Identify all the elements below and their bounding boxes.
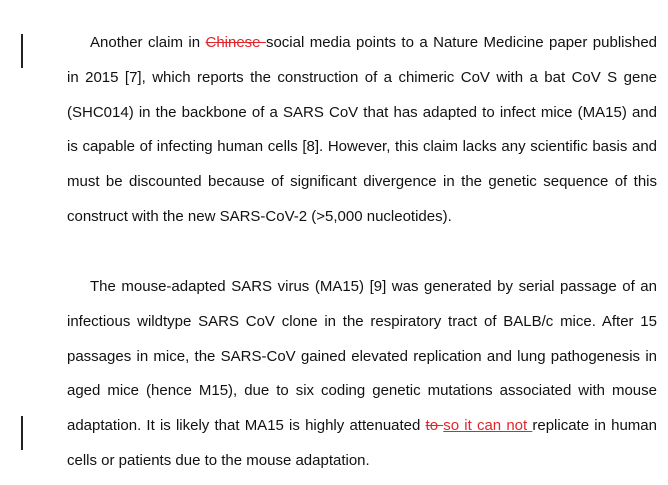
paragraph-2[interactable] [67,270,657,479]
paragraph-1[interactable] [67,26,657,235]
paragraph-1-text-start: Another claim in [90,34,206,51]
change-bar-paragraph-1 [21,34,23,68]
tracked-deletion-chinese[interactable]: Chinese [205,34,266,51]
paragraph-1-text-rest: social media points to a Nature Medicine paper published in 2015 [7], which reports the construction of a chimeric CoV with a bat CoV S gene (SHC014) in the backbone of a SARS CoV that has adapted to infect mice (MA15) and is capable of infecting human cells [8]. However, this claim lacks any scientific basis and must be discounted because of significant divergence in the genetic sequence of this construct with the new SARS-CoV-2 (>5,000 nucleotides). [67,34,658,225]
paragraph-2-text-end: replicate in human cells or patients due to the mouse adaptation. [67,417,657,469]
tracked-insertion-so-it-can-not[interactable]: so it can not [443,417,533,435]
paragraph-2-text-start: The mouse-adapted SARS virus (MA15) [9] was generated by serial passage of an infectious wildtype SARS CoV clone in the respiratory tract of BALB/c mice. After 15 passages in mice, the SARS-CoV gained elevated replication and lung pathogenesis in aged mice (hence M15), due to six coding genetic mutations associated with mouse adaptation. It is likely that MA15 is highly attenuated [67,278,657,435]
change-bar-paragraph-2 [21,416,23,450]
tracked-deletion-to[interactable]: to [425,417,444,435]
